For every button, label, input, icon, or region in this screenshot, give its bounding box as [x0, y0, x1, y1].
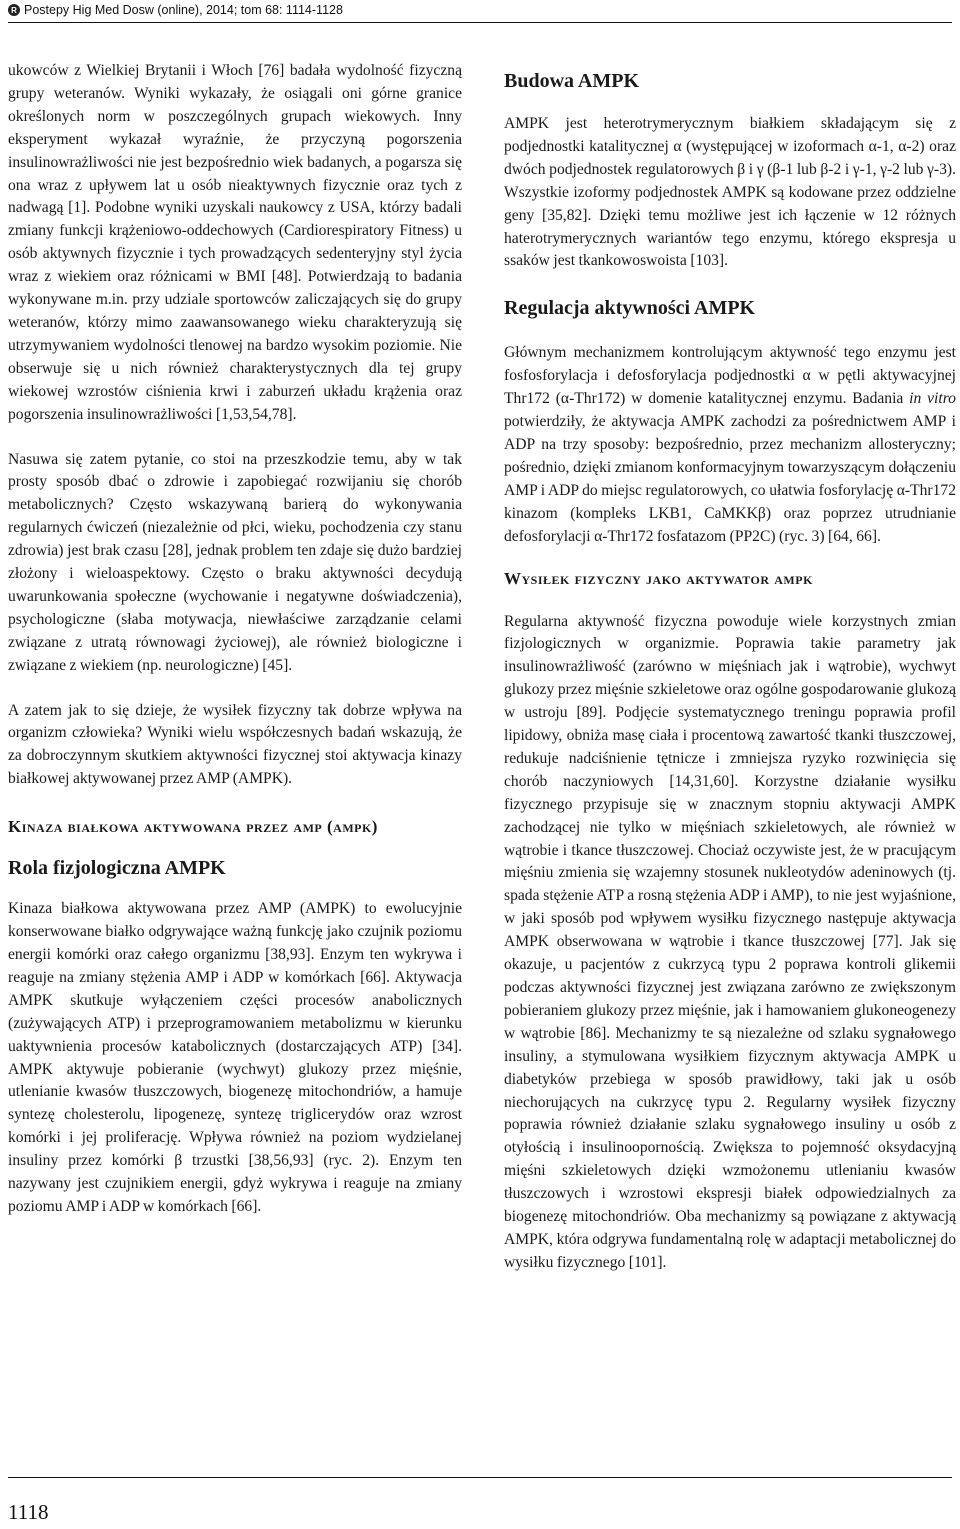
registered-icon: R: [8, 4, 20, 16]
left-column: [8, 60, 462, 1219]
in-vitro-italic: in vitro: [909, 390, 956, 408]
right-paragraph-2-a: Głównym mechanizmem kontrolującym aktywność tego enzymu jest fosfosforylacja i defosforylacja podjednostki α w pętli aktywacyjnej Thr172 (α-Thr172) w domenie katalitycznej enzymu. Badania: [504, 344, 956, 408]
section-heading-wysilek: Wysiłek fizyczny jako aktywator ampk: [504, 568, 813, 588]
right-paragraph-2-b: potwierdziły, że aktywacja AMPK zachodzi za pośrednictwem AMP i ADP na trzy sposoby: bezpośrednio, przez mechanizm allosteryczny; pośrednio, dzięki zmianom konformacyjnym towarzyszącym dołączeniu AMP i ADP do miejsc regulatorowych, co ułatwia fosforylację α-Thr172 kinazom (kompleks LKB1, CaMKKβ) oraz poprzez utrudnianie defosforylacji α-Thr172 fosfatazom (PP2C) (ryc. 3) [64, 66].: [504, 413, 956, 545]
running-header: [8, 0, 948, 20]
left-paragraph-1: ukowców z Wielkiej Brytanii i Włoch [76] badała wydolność fizyczną grupy weteranów. Wyniki wykazały, że osiągali oni górne granice określonych norm w poszczególnych grupach wiekowych. Inny eksperyment wykazał wyraźnie, że przyczyną pogorszenia insulinowrażliwości nie jest bezpośrednio wiek badanych, a pogarsza się ona wraz z upływem lat u osób nieaktywnych fizycznie oraz tych z nadwagą [1]. Podobne wyniki uzyskali naukowcy z USA, którzy badali zmiany funkcji krążeniowo-oddechowych (Cardiorespiratory Fitness) u osób aktywnych fizycznie i tych prowadzących sedenteryjny styl życia wraz z wiekiem oraz różnicami w BMI [48]. Potwierdzają to badania wykonywane m.in. przy udziale sportowców zaliczających się do grupy weteranów, którzy mimo zaawansowanego wieku charakteryzują się utrzymywaniem wydolności tlenowej na bardzo wysokim poziomie. Nie obserwuje się u nich również charakterystycznych dla tej grupy wiekowej wzrostów ciśnienia krwi i zaburzeń układu krążenia oraz pogorszenia insulinowrażliwości [1,53,54,78].: [8, 62, 462, 423]
left-paragraph-3: A zatem jak to się dzieje, że wysiłek fizyczny tak dobrze wpływa na organizm człowieka? Wyniki wielu współczesnych badań wskazują, że za dobroczynnym skutkiem aktywności fizycznej stoi aktywacja kinazy białkowej aktywowanej przez AMP (AMPK).: [8, 701, 462, 788]
section-heading-kinaza: Kinaza białkowa aktywowana przez amp (ampk): [8, 817, 378, 837]
left-paragraph-4: Kinaza białkowa aktywowana przez AMP (AMPK) to ewolucyjnie konserwowane białko odgrywające ważną funkcję jako czujnik poziomu energii komórki oraz całego organizmu [38,93]. Enzym ten wykrywa i reaguje na zmiany stężenia AMP i ADP w komórkach [66]. Aktywacja AMPK skutkuje wyłączeniem części procesów anabolicznych (zużywających ATP) i przeprogramowaniem metabolizmu w kierunku uaktywnienia procesów katabolicznych (dostarczających ATP) [34]. AMPK aktywuje pobieranie (wychwyt) glukozy przez mięśnie, utlenianie kwasów tłuszczowych, biogenezę mitochondriów, a hamuje syntezę cholesterolu, lipogenezę, syntezę triglicerydów oraz wzrost komórki i jej proliferację. Wpływa również na poziom wydzielanej insuliny przez komórki β trzustki [38,56,93] (ryc. 2). Enzym ten nazywany jest czujnikiem energii, gdyż wykrywa i reaguje na zmiany poziomu AMP i ADP w komórkach [66].: [8, 900, 462, 1215]
footer-rule: [8, 1477, 952, 1478]
right-paragraph-2: [504, 342, 956, 548]
right-paragraph-1: AMPK jest heterotrymerycznym białkiem składającym się z podjednostki katalitycznej α (występującej w izoformach α-1, α-2) oraz dwóch podjednostek regulatorowych β i γ (β-1 lub β-2 i γ-1, γ-2 lub γ-3). Wszystkie izoformy podjednostek AMPK są kodowane przez oddzielne geny [35,82]. Dzięki temu możliwe jest ich łączenie w 12 różnych haterotrymerycznych wariantów tego enzymu, którego ekspresja u ssaków jest tkankowoswoista [103].: [504, 115, 956, 270]
right-column: [504, 70, 956, 1275]
left-paragraph-2: Nasuwa się zatem pytanie, co stoi na przeszkodzie temu, aby w tak prosty sposób dbać o zdrowie i zapobiegać rozwijaniu się chorób metabolicznych? Często wskazywaną barierą do wykonywania regularnych ćwiczeń (niezależnie od płci, wieku, pochodzenia czy stanu zdrowia) jest brak czasu [28], jednak problem ten zdaje się dużo bardziej złożony i wieloaspektowy. Często o braku aktywności decydują uwarunkowania społeczne (wychowanie i negatywne doświadczenia), psychologiczne (słaba motywacja, niewłaściwe zarządzanie celami związane z utratą równowagi życiowej), ale również biologiczne i związane z wiekiem (np. neurologiczne) [45].: [8, 450, 462, 674]
right-paragraph-3: Regularna aktywność fizyczna powoduje wiele korzystnych zmian fizjologicznych w organizmie. Poprawia takie parametry jak insulinowrażliwość (zarówno w mięśniach jak i wątrobie), wychwyt glukozy przez mięśnie szkieletowe oraz ogólne gospodarowanie glukozą w ustroju [89]. Podjęcie systematycznego treningu poprawia profil lipidowy, obniża masę ciała i procentową zawartość tkanki tłuszczowej, redukuje nadciśnienie tętnicze i zmniejsza ryzyko rozwinięcia się chorób naczyniowych [14,31,60]. Korzystne działanie wysiłku fizycznego przypisuje się w znacznym stopniu aktywacji AMPK zachodzącej nie tylko w mięśniach szkieletowych, ale również w wątrobie i tkance tłuszczowej. Chociaż oczywiste jest, że w pracującym mięśniu zmienia się wzajemny stosunek nukleotydów adeninowych (tj. spada stężenie ATP a rosną stężenia ADP i AMP), to nie jest wyjaśnione, w jaki sposób pod wpływem wysiłku fizycznego następuje aktywacja AMPK obserwowana w wątrobie i tkance tłuszczowej [77]. Jak się okazuje, u pacjentów z cukrzycą typu 2 poprawa kontroli glikemii podczas aktywności fizycznej jest związana zarówno ze zwiększonym pobieraniem glukozy przez mięśnie, jak i hamowaniem glukoneogenezy w wątrobie [86]. Mechanizmy te są niezależne od szlaku sygnałowego insuliny, a stymulowana wysiłkiem fizycznym aktywacja AMPK u diabetyków przebiega w sposób prawidłowy, taki jak u osób niechorujących na cukrzycę typu 2. Regularny wysiłek fizyczny poprawia również działanie szlaku sygnałowego insuliny u osób z otyłością i insulinoopornością. Zwiększa to pojemność oksydacyjną mięśni szkieletowych dzięki wzmożonemu utlenianiu kwasów tłuszczowych i wzrostowi ekspresji białek odpowiedzialnych za biogenezę mitochondriów. Oba mechanizmy są powiązane z aktywacją AMPK, która odgrywa fundamentalną rolę w adaptacji metabolicznej do wysiłku fizycznego [101].: [504, 612, 956, 1271]
subheading-budowa: Budowa AMPK: [504, 70, 640, 92]
subheading-rola: Rola fizjologiczna AMPK: [8, 857, 226, 880]
header-rule: [8, 22, 952, 23]
subheading-regulacja: Regulacja aktywności AMPK: [504, 297, 756, 320]
page-number: 1118: [8, 1500, 49, 1524]
header-text: Postepy Hig Med Dosw (online), 2014; tom 68: 1114-1128: [24, 3, 343, 17]
